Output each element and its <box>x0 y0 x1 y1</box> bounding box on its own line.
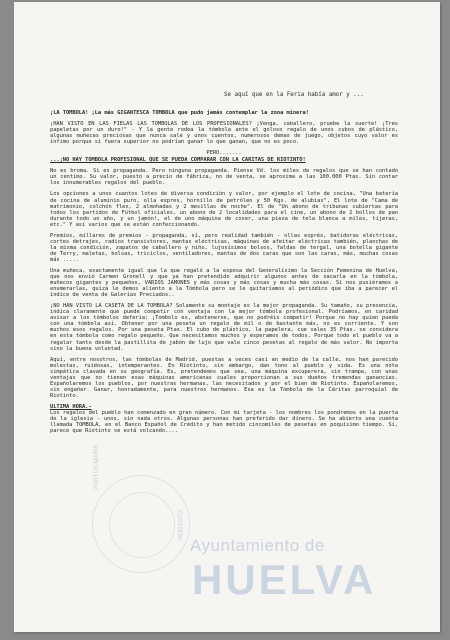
paragraph-3: Los opciones a unos cuantos lotes de diversa condición y valor, por ejemplo el lote de cocina, "Una batería de cocina de aluminio puro, olla expres, hornillo de petróleo y 50 Kgs. de alubias", El lote de "Cama de matrimonio, colchón flex, 2 almohadas y 2 mesillas de noche". El de "Un abono de tribunas cubiertas para todos los partidos de Fútbol oficiales, un abono de 2 localidades para el cine, un abono de 2 bollos de pan durante todo un año, y un jamón!, el de uno máquina de coser, una pieza de tela blanca a miles, tijeras, etc." Y así varios que se están confeccionando. <box>50 191 398 228</box>
intro-line: ¡LA TOMBOLA! ¡La más GIGANTESCA TOMBOLA que pudo jamás contemplar la zona minera! <box>50 110 309 116</box>
watermark-seal-inner <box>109 492 175 558</box>
no-hay-line: ...¡NO HAY TOMBOLA PROFESIONAL QUE SE PUEDA COMPARAR CON LA CARITAS DE RIOTINTO! <box>50 157 306 164</box>
paragraph-2: No es broma. Si es propaganda. Pero ninguna propaganda. Piense Vd. los miles de regalos que se han contado un centímo. Su valor, puesto a precio de fábrica, no de venta, se aproxima a las 100.000 Ptas. Sin contar los innumerables regalos del pueblo. <box>50 168 398 187</box>
document-body <box>50 84 398 439</box>
paragraph-8: Los regalos del pueblo han comenzado en gran número. Con mi tarjeta - los nombres los pondremos en la puerta de la iglesia - unos, sin nada otros. Algunas personas han preferido dar dinero. Se ha abierto una cuenta llamada TOMBOLA, en el Banco Español de Crédito y han metido cincomiles de pesetas en poquísimo tiempo. Sí, parece que Riotinto se está volcando.... <box>50 409 398 435</box>
pero-line: PERO....... <box>206 150 242 157</box>
watermark-seal-left-text: PORTUS MARIS <box>94 444 100 490</box>
paragraph-5: Una muñeca, exactamente igual que la que regaló a la esposa del Generalísimo la Sección Femenina de Huelva, que nos envió Carmen Gronell y que ya han pretendido adquirir algunos antes de sacarla en la tómbola, muñecos gigantes y pequeños, VARIOS JAMONES y más cosas y más cosas y mucha más cosas. Si nos pusiéramos a enumerarlas, quizá le demos aliento a la Tómbola pero se le quitaríamos al periódico que iba a parecer el índice de venta de Galerías Preciados.. <box>50 267 398 299</box>
watermark-ayuntamiento: Ayuntamiento de <box>190 536 325 555</box>
ultima-hora-heading: ULTIMA HORA.- <box>50 403 92 410</box>
header-line: Se aquí que en la Feria había amor y ... <box>224 92 364 98</box>
paragraph-1: ¡HAN VISTO EN LAS FIELAS LAS TOMBOLAS DE LOS PROFESIONALES? ¡Venga, caballero, pruebe la suerte! ¡Tres papeletas por un duro!" - Y la gente rodea la tómbola ante el goloso regalo de unos cubos de plástico, algunas muñecas preciosas que nunca sale y unos cuentos, numerosos demas de juego, objetos cuyo valor es ínfimo porque si fuera superior no podrían ganar lo que ganan, que no es poco. <box>50 121 398 146</box>
paragraph-6: ¡NO HAN VISTO LA CASETA DE LA TOMBOLA? Solamente su montaje es la mejor propaganda. Su tamaño, su presencia, indica claramente que puede competir con ventaja con la mejor tómbola profesional. Podríamos, en caridad avisar a los tómbolos deferia: ¡Tombolo es, abstenerse, que no podréis competir! Porque no hay quien pueda con una tómbola así. Obtener por una peseta un regalo de mil o de bastante más, no es corriente. Y son muchos esos regalos. Por una peseta Ptas. El cubo de plástico, la papelera, cue vales 35 Ptas. se considera en esta tómbola como regalo pequeño. Que necesitamos muchos y esperamos de todos. Porque todo el pueblo va a regalar tanto desde la pastillita de jabón de lujo que vale cinco pesetas al regalo de más valor. No importa sino la buena voluntad. <box>50 303 398 352</box>
document-page <box>14 2 440 632</box>
paragraph-7: Aquí, entre nosotros, las tómbolas de Madrid, puestas a veces casi en medio de la calle, nos han parecido molestas, ruidosas, intemperantes. En Riotinto, sin embargo, dan tono al pueblo y vida. Es una nota simpática clavada en su geografía. Es, pretendemos que sea, una máquina excuperera, sin trampa, con unas ventajas que no tienen esas máquinas americanas cuales proporcionan a sus dueños tremendas ganancias. Españolaremos los pueblos, por nuestras hermanas, las necesitados y por el bien de Riotinto. Españolaremos, sin engañar. Ganar, honradamente, para nuestros hermanos. Esa es la Tómbola de la Cáritas parroquial de Riotinto. <box>50 356 398 399</box>
watermark-seal-right-text: CUSTODIA <box>176 510 182 541</box>
watermark-huelva: HUELVA <box>192 556 377 603</box>
paragraph-4: Premios, millares de premios - propaganda, sí, pero realidad también - ollas exprés, batidoras eléctricas, cortes detrajes, radios transistores, mantas eléctricas, máquinas de afeitar eléctricas también, planchas de la misma condición, zapatos de caballero y niño, lujosísimos bolsos, faldas de tergal, una botella gigante de Terry, maletas, bolsas, triciclos, ventiladores, mantas de dos caras que son las caras, más, muchas cosas más ..... <box>50 232 398 263</box>
